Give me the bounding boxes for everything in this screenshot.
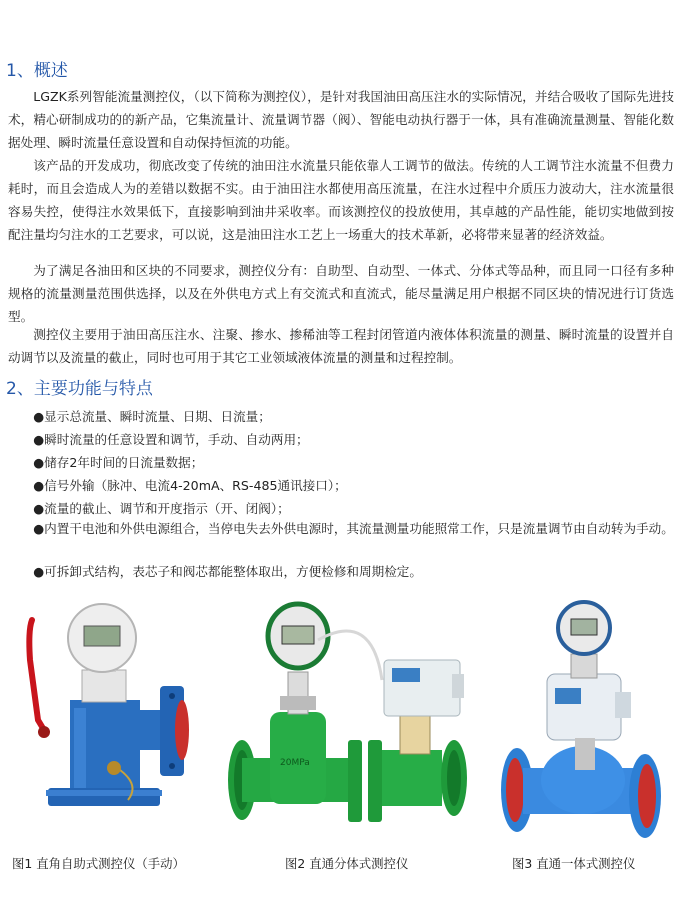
- figure-1-image: [10, 600, 195, 850]
- feature-item: ●可拆卸式结构，表芯子和阀芯都能整体取出，方便检修和周期检定。: [33, 564, 422, 579]
- section-1-heading: 1、概述: [6, 61, 68, 81]
- intro-paragraph-2: 该产品的开发成功，彻底改变了传统的油田注水流量只能依靠人工调节的做法。传统的人工调节注水流量不但费力耗时，而且会造成人为的差错以数据不实。由于油田注水都使用高压流量，在注水过程中介质压力波动大，注水流量很容易失控，使得注水效果低下，直接影响到油井采收率。而该测控仪的投放使用，其卓越的产品性能，能切实地做到按配注量均匀注水的工艺要求，可以说，这是油田注水工艺上一场重大的技术革新，必将带来显著的经济效益。: [8, 158, 674, 242]
- feature-item: ●显示总流量、瞬时流量、日期、日流量；: [33, 409, 271, 424]
- feature-item: ●内置干电池和外供电源组合，当停电失去外供电源时，其流量测量功能照常工作，只是流量调节由自动转为手动。: [33, 521, 674, 536]
- feature-item: ●瞬时流量的任意设置和调节，手动、自动两用；: [33, 432, 309, 447]
- feature-item: ●流量的截止、调节和开度指示（开、闭阀）；: [33, 501, 290, 516]
- intro-paragraph-1: LGZK系列智能流量测控仪，（以下简称为测控仪），是针对我国油田高压注水的实际情况，并结合吸收了国际先进技术，精心研制成功的的新产品，它集流量计、流量调节器（阀）、智能电动执行器于一体，具有准确流量测量、智能化数据处理、瞬时流量任意设置和自动保持恒流的功能。: [8, 89, 674, 150]
- figure-1-caption: 图1 直角自助式测控仪（手动）: [12, 856, 185, 871]
- intro-paragraph-4: 测控仪主要用于油田高压注水、注聚、掺水、掺稀油等工程封闭管道内液体体积流量的测量、瞬时流量的设置并自动调节以及流量的截止，同时也可用于其它工业领域液体流量的测量和过程控制。: [8, 327, 674, 365]
- section-2-heading: 2、主要功能与特点: [6, 379, 153, 399]
- intro-paragraph-3: 为了满足各油田和区块的不同要求，测控仪分有：自助型、自动型、一体式、分体式等品种，而且同一口径有多种规格的流量测量范围供选择，以及在外供电方式上有交流式和直流式，能尽量满足用户根据不同区块的情况进行订货选型。: [8, 263, 674, 324]
- figure-3-caption: 图3 直通一体式测控仪: [512, 856, 636, 871]
- feature-item: ●储存2年时间的日流量数据；: [33, 455, 204, 470]
- figure-2-image: [222, 600, 472, 850]
- feature-item: ●信号外输（脉冲、电流4-20mA、RS-485通讯接口）；: [33, 478, 347, 493]
- figure-2-caption: 图2 直通分体式测控仪: [285, 856, 409, 871]
- figure-3-image: [495, 600, 675, 850]
- svg-text:20MPa: 20MPa: [280, 758, 310, 768]
